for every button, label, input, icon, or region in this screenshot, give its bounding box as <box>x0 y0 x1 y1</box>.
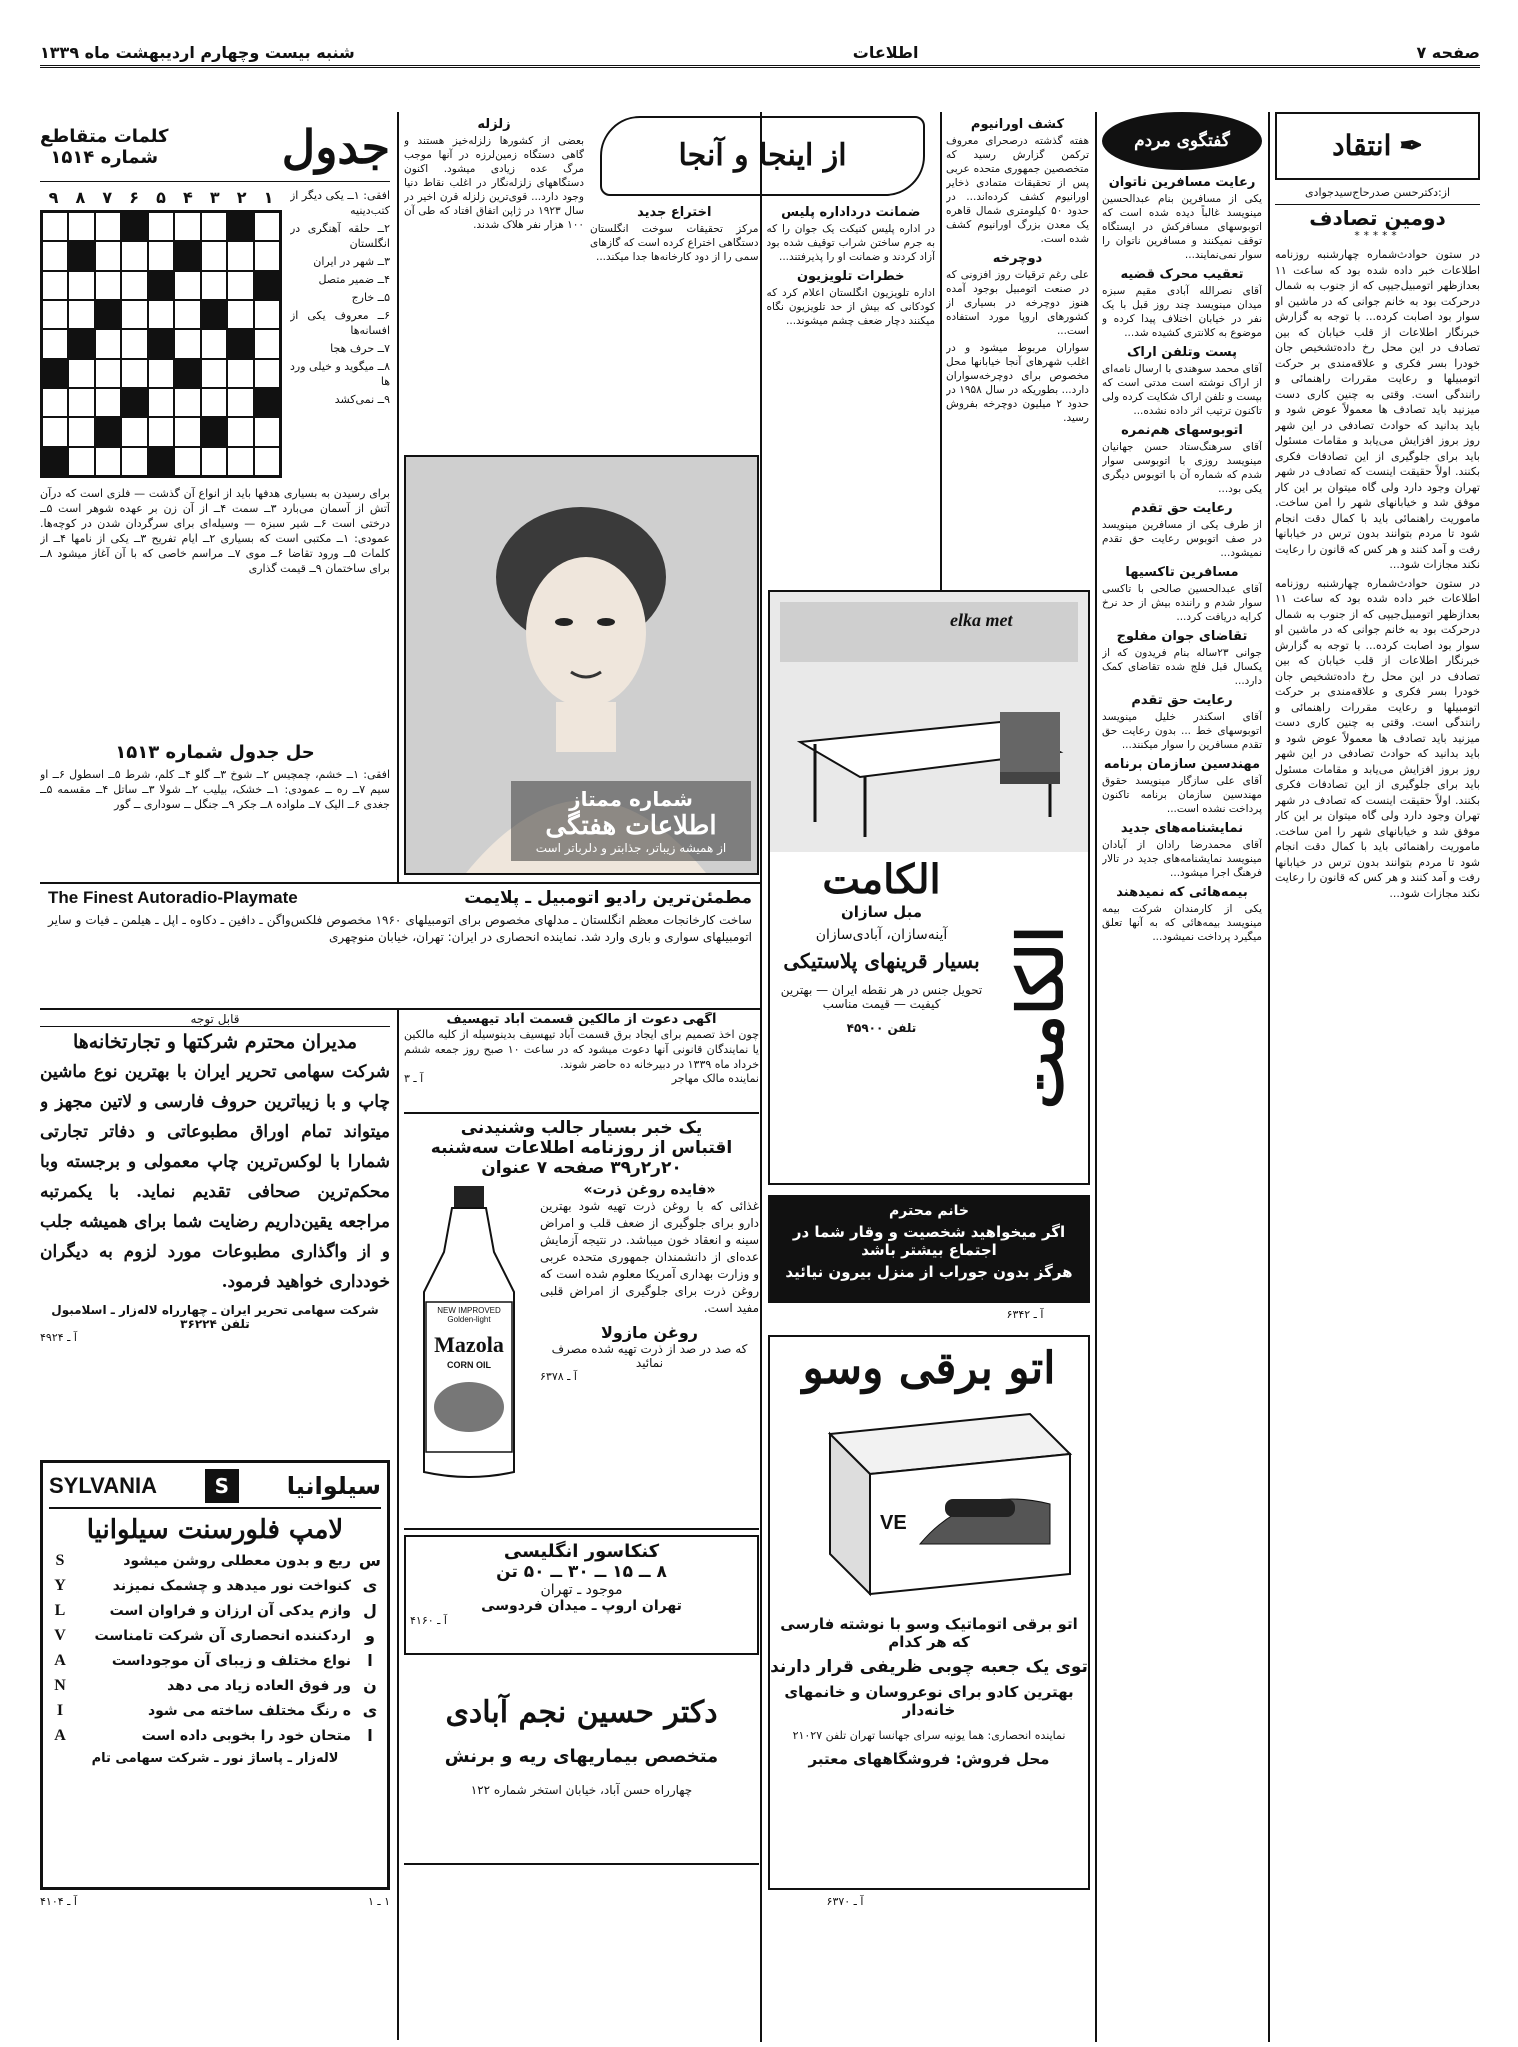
crossword-cell[interactable] <box>121 212 147 241</box>
crossword-cell[interactable] <box>68 447 94 476</box>
crossword-cell[interactable] <box>68 359 94 388</box>
crossword-subtitle: کلمات متقاطع <box>40 125 169 147</box>
crossword-grid[interactable] <box>40 210 282 478</box>
critique-body-continued: در ستون حوادث‌شماره چهارشنبه روزنامه اطلاعات خبر داده شده بود که ساعت ۱۱ بعدازظهر اتومبیل‌جیپی که از جنوب به شمال درحرکت بود به خانم جوانی که در ماشین او سوار بود اصابت کرده... با توجه به گزارش خبرنگار اطلاعات از قلب خیابان که بین تصادف در این محل رخ داده‌تشخیص جان خودرا بسر فکری و علاقه‌مندی بر حرکت اتومبیلها و رعایت مقررات راهنمائی و رانندگی است. وقتی به چنین کاری دست میزنید باید تصادف ها معمولاً عوض شود و باید بدانید که حوادث تصادفی در این شهر روز بروز افزایش می‌یابد و مقامات مسئول باید برای جلوگیری از این تصادفات فکری بکنند. اولاً حقیقت اینست که تصادف در شهر تهران وجود دارد ولی گاه میتوان بر این کار موفق شد و خیابانهای شهر را امن ساخت. ماموریت راهنمائی باید با کمال دقت انجام شود تا مردم بتوانند بدون ترس در خیابانها رفت و آمد کنند و هر کس که قانون را رعایت نکند مجازات شود... <box>1275 576 1480 900</box>
crossword-title: جدول <box>281 119 390 174</box>
here-there-logo: از اینجا و آنجا <box>600 116 925 196</box>
crossword-cell[interactable] <box>68 300 94 329</box>
crossword-cell[interactable] <box>174 359 200 388</box>
elkamet-en: elka met <box>950 610 1013 630</box>
sylvania-row-fa-letter: ل <box>363 1601 377 1620</box>
crossword-cell[interactable] <box>254 417 280 446</box>
crossword-cell[interactable] <box>201 271 227 300</box>
earthquake-title: زلزله <box>477 117 511 132</box>
mazola-text: غذائی که با روغن ذرت تهیه شود بهترین دارو برای جلوگیری از ضعف قلب و امراض سینه و انعقاد خون میباشد. در نتیجه آزمایش عده‌ای از دانشمندان جمهوری متحده عربی و وزارت بهداری آمریکا معلوم شده است که روغن ذرت برای جلوگیری از امراض قلبی مفید است. <box>540 1199 759 1315</box>
playmate-fa: مطمئن‌ترین رادیو اتومبیل ـ پلایمت <box>464 888 752 908</box>
crossword-cell[interactable] <box>95 329 121 358</box>
crossword-cell[interactable] <box>95 241 121 270</box>
crossword-cell[interactable] <box>68 212 94 241</box>
mazola-small: NEW IMPROVED Golden-light <box>437 1306 501 1324</box>
printing-ad-code: آ ـ ۴۹۲۴ <box>40 1331 77 1344</box>
stockings-code: آ ـ ۶۳۴۲ <box>1006 1308 1044 1321</box>
article-text: در اداره پلیس کنیکت یک جوان را که به جرم ساختن شراب توقیف شده بود آزاد کردند و ضمانت او را پذیرفتند... <box>766 223 935 263</box>
sylvania-row-text: وازم یدکی آن ارزان و فراوان است <box>109 1602 351 1619</box>
crossword-cell[interactable] <box>121 241 147 270</box>
stockings-ad <box>768 1195 1090 1303</box>
sylvania-ad <box>40 1460 390 1890</box>
mazola-sub: اقتباس از روزنامه اطلاعات سه‌شنبه <box>430 1138 733 1158</box>
mazola-title: یک خبر بسیار جالب وشنیدنی <box>460 1118 703 1138</box>
crossword-cell[interactable] <box>42 241 68 270</box>
crossword-cell[interactable] <box>42 329 68 358</box>
prev-solution-text: افقی: ۱ــ خشم، چمچیس ۲ــ شوخ ۳ــ گلو ۴ــ کلم، شرط ۵ــ اسطول ۶ــ او سیم ۷ــ ره ــ عمودی: ۱ــ خشک، بیلیب ۲ــ شولا ۳ــ ساتل ۴ــ مقسمه ۵ــ جغدی ۶ــ الیک ۷ــ ملواده ۸ــ جکر ۹ــ جنگل ــ سوداری ــ گور <box>40 768 390 811</box>
pen-icon: ✒ <box>1399 129 1423 162</box>
iron-ad <box>768 1335 1090 1890</box>
crossword-cell[interactable] <box>68 329 94 358</box>
notice-text: چون اخذ تصمیم برای ایجاد برق قسمت آباد تیهسیف بدینوسیله از کلیه مالکین یا نمایندگان قانونی آنها دعوت میشود که در ساعت ۱۰ صبح روز جمعه ششم خرداد ماه ۱۳۳۹ در دبیرخانه ده حاضر شوند. <box>404 1028 759 1071</box>
mazola-ad <box>404 1118 759 1530</box>
crossword-cell[interactable] <box>148 329 174 358</box>
concasseur-code: آ ـ ۴۱۶۰ <box>410 1614 447 1627</box>
mazola-quote: «فایده روغن ذرت» <box>583 1182 716 1198</box>
crossword-cell[interactable] <box>227 271 253 300</box>
sylvania-row <box>49 1576 381 1595</box>
crossword-side-clue: ۸ــ میگوید و خیلی ورد ها <box>290 360 390 388</box>
page-header <box>40 40 1480 68</box>
ettelaat-weekly-ad <box>404 455 759 875</box>
crossword-side-clue: ۹ــ نمی‌کشد <box>334 393 390 406</box>
crossword-cell[interactable] <box>95 271 121 300</box>
sylvania-footer: لاله‌زار ـ پاساژ نور ـ شرکت سهامی تام <box>91 1751 339 1766</box>
sylvania-row-text: ور فوق العاده زیاد می دهد <box>167 1677 351 1694</box>
notice-sign: نماینده مالک مهاجر <box>671 1072 759 1085</box>
crossword-cell[interactable] <box>227 241 253 270</box>
crossword-cell[interactable] <box>174 271 200 300</box>
elkamet-sub: مبل سازان <box>841 903 922 921</box>
ad-line-3: از همیشه زیباتر، جذابتر و دلرباتر است <box>535 841 727 855</box>
critique-title: دومین تصادف <box>1309 206 1446 230</box>
crossword-cell[interactable] <box>42 359 68 388</box>
crossword-cell[interactable] <box>201 300 227 329</box>
crossword-cell[interactable] <box>148 212 174 241</box>
crossword-cell[interactable] <box>95 447 121 476</box>
iron-line-3: بهترین کادو برای نوعروسان و خانمهای خانه‌دار <box>784 1683 1074 1719</box>
crossword-cell[interactable] <box>227 212 253 241</box>
crossword-cell[interactable] <box>227 447 253 476</box>
sylvania-row-fa-letter: ا <box>367 1651 373 1670</box>
doctor-address: چهارراه حسن آباد، خیابان استخر شماره ۱۲۲ <box>470 1783 693 1797</box>
complaint-item: رعایت مسافرین ناتوان یکی از مسافرین بنام عبدالحسین مینویسد غالباً دیده شده است که اتوبوسهای مسافرکش در ایستگاه توقف نمیکنند و مسافرین ناتوان را سوار نمی‌نمایند... <box>1102 175 1262 261</box>
crossword-cell[interactable] <box>254 241 280 270</box>
sylvania-en: SYLVANIA <box>49 1473 157 1498</box>
sylvania-row <box>49 1551 381 1570</box>
crossword-cell[interactable] <box>121 329 147 358</box>
concasseur-title: کنکاسور انگلیسی <box>503 1541 660 1562</box>
sylvania-row <box>49 1726 381 1745</box>
crossword-side-clue: ۷ــ حرف هجا <box>330 342 390 355</box>
printing-ad-title: مدیران محترم شرکتها و تجارتخانه‌ها <box>72 1031 358 1053</box>
bicycle-text-2: سواران مربوط میشود و در اغلب شهرهای آنجا خیابانها محل مخصوص برای دوچرخه‌سواران دارد... بطوریکه در سال ۱۹۵۸ در حدود ۲ میلیون دوچرخه بفروش رسید. <box>946 342 1089 424</box>
stockings-line-2: اگر میخواهید شخصیت و وقار شما در اجتماع بیشتر باشد <box>792 1223 1066 1259</box>
crossword-cell[interactable] <box>174 447 200 476</box>
elkamet-fa: الکامت <box>822 856 941 903</box>
crossword-cell[interactable] <box>174 212 200 241</box>
sylvania-row-letter: I <box>56 1701 64 1719</box>
crossword <box>40 112 390 882</box>
crossword-side-clue: ۳ــ شهر در ایران <box>313 255 390 268</box>
doctor-ad <box>404 1665 759 1865</box>
sylvania-row-fa-letter: ا <box>367 1726 373 1745</box>
notice-title: آگهی دعوت از مالکین قسمت آباد تیهسیف <box>446 1012 717 1027</box>
crossword-cell[interactable] <box>68 241 94 270</box>
printing-company-ad <box>40 1012 390 1402</box>
sylvania-row-letter: Y <box>54 1576 66 1594</box>
sylvania-row-fa-letter: ی <box>362 1701 378 1720</box>
crossword-cell[interactable] <box>42 417 68 446</box>
playmate-ad <box>40 882 760 1010</box>
crossword-cell[interactable] <box>254 388 280 417</box>
sylvania-row-letter: V <box>54 1626 66 1644</box>
article-text: مرکز تحقیقات سوخت انگلستان دستگاهی اختراع کرده است که گازهای سمی را از دود کارخانه‌ها جدا میکند... <box>590 223 759 263</box>
playmate-text: ساخت کارخانجات معظم انگلستان ـ مدلهای مخصوص برای اتومبیلهای ۱۹۶۰ مخصوص فلکس‌واگن ـ دافین ـ دکاوه ـ اپل ـ هیلمن ـ فیات و سایر اتومبیلهای سواری و باری وارد شد. نماینده انحصاری در ایران: تهران، خیابان منوچهری <box>48 913 752 944</box>
crossword-cell[interactable] <box>201 447 227 476</box>
sylvania-row-text: ه رنگ مختلف ساخته می شود <box>147 1702 351 1719</box>
concasseur-ad <box>404 1535 759 1655</box>
elkamet-desc: آینه‌سازان، آبادی‌سازان <box>815 927 948 943</box>
crossword-cell[interactable] <box>201 388 227 417</box>
crossword-cell[interactable] <box>95 359 121 388</box>
article-title: ضمانت درداداره پلیس <box>781 205 921 220</box>
elkamet-text: تحویل جنس در هر نقطه ایران — بهترین کیفیت — قیمت مناسب <box>780 983 983 1011</box>
critique-stars: ***** <box>1354 230 1401 242</box>
crossword-cell[interactable] <box>254 300 280 329</box>
sylvania-row-text: ریع و بدون معطلی روشن میشود <box>123 1552 351 1569</box>
sylvania-row-text: کنواخت نور میدهد و چشمک نمیزند <box>112 1577 351 1594</box>
sylvania-row <box>49 1701 381 1720</box>
sylvania-row-letter: N <box>54 1676 66 1694</box>
crossword-cell[interactable] <box>254 329 280 358</box>
complaint-item: پست وتلفن اراک آقای محمد سوهندی با ارسال نامه‌ای از اراک نوشته است مدتی است که بپست و تلفن اراک شکایت کرده ولی تاکنون ترتیب اثر داده نشده... <box>1102 345 1262 417</box>
crossword-cell[interactable] <box>148 241 174 270</box>
crossword-cell[interactable] <box>148 271 174 300</box>
attention-label: قابل توجه <box>40 1012 390 1027</box>
crossword-cell[interactable] <box>42 271 68 300</box>
page-number: صفحه ۷ <box>1416 43 1480 62</box>
prev-solution-title: حل جدول شماره ۱۵۱۳ <box>115 742 315 763</box>
crossword-cell[interactable] <box>174 241 200 270</box>
crossword-cell[interactable] <box>68 271 94 300</box>
crossword-cell[interactable] <box>201 359 227 388</box>
uranium-text: هفته گذشته درصحرای معروف ترکمن گزارش رسید که متخصصین جمهوری متحده عربی پس از تحقیقات متمادی ذخایر اورانیوم کشف کرده‌اند... در حدود ۵۰ کیلومتری شمال قاهره یک معدن بزرگ اورانیوم کشف شده است. <box>946 135 1089 245</box>
sylvania-fa: سیلوانیا <box>286 1472 381 1500</box>
concasseur-address: تهران اروپ ـ میدان فردوسی <box>481 1598 682 1614</box>
crossword-cell[interactable] <box>254 359 280 388</box>
iron-box-label: VE <box>880 1512 907 1534</box>
iron-shops: محل فروش: فروشگاههای معتبر <box>808 1750 1050 1768</box>
crossword-cell[interactable] <box>227 329 253 358</box>
sylvania-row-letter: S <box>55 1551 65 1569</box>
sylvania-row-fa-letter: ن <box>363 1676 377 1695</box>
concasseur-status: موجود ـ تهران <box>540 1582 623 1598</box>
sylvania-row-fa-letter: س <box>358 1551 381 1570</box>
crossword-cell[interactable] <box>148 388 174 417</box>
crossword-cell[interactable] <box>42 300 68 329</box>
issue-date: شنبه بیست وچهارم اردیبهشت ماه ۱۳۳۹ <box>40 43 355 62</box>
sylvania-row-text: اردکننده انحصاری آن شرکت تامناست <box>94 1627 351 1644</box>
crossword-cell[interactable] <box>227 359 253 388</box>
notice-code: آ ـ ۳ <box>404 1072 424 1085</box>
elkamet-phone: تلفن ۴۵۹۰۰ <box>846 1021 917 1035</box>
sylvania-logo-icon: S <box>205 1469 239 1503</box>
landowners-notice <box>404 1012 759 1114</box>
elkamet-vertical: الکامت <box>1004 925 1077 1109</box>
sylvania-row-fa-letter: و <box>365 1626 375 1645</box>
concasseur-sizes: ۸ ــ ۱۵ ــ ۳۰ ــ ۵۰ تن <box>496 1562 667 1582</box>
iron-image <box>770 1394 1088 1609</box>
earthquake-column <box>404 112 584 452</box>
mazola-bottle-image <box>404 1182 534 1482</box>
complaint-item: تقاضای جوان مفلوج جوانی ۲۳ساله بنام فریدون که از یکسال قبل فلج شده تقاضای کمک دارد... <box>1102 629 1262 687</box>
crossword-cell[interactable] <box>227 417 253 446</box>
sylvania-codes: ۱ ـ ۱ آ ـ ۴۱۰۴ <box>40 1895 390 1908</box>
complaint-item: تعقیب محرک قضیه آقای نصرالله آبادی مقیم سبزه میدان مینویسد چند روز قبل با یک نفر در خیابان اختلاف پیدا کرده و موضوع به کلانتری کشیده شد... <box>1102 267 1262 339</box>
crossword-side-clue: ۶ــ معروف یکی از افسانه‌ها <box>290 309 390 337</box>
complaint-item: مسافرین تاکسیها آقای عبدالحسین صالحی با تاکسی سوار شدم و راننده بیش از حد نرخ کرایه دریافت کرد... <box>1102 565 1262 623</box>
sylvania-row <box>49 1651 381 1670</box>
sylvania-row-letter: A <box>54 1726 66 1744</box>
crossword-number: شماره ۱۵۱۴ <box>50 146 159 168</box>
iron-line-2: توی یک جعبه چوبی ظریفی قرار دارند <box>770 1657 1088 1677</box>
crossword-cell[interactable] <box>121 447 147 476</box>
sylvania-row <box>49 1601 381 1620</box>
crossword-cell[interactable] <box>42 212 68 241</box>
crossword-cell[interactable] <box>254 271 280 300</box>
sylvania-title: لامپ فلورسنت سیلوانیا <box>86 1515 344 1545</box>
crossword-cell[interactable] <box>95 212 121 241</box>
earthquake-text: بعضی از کشورها زلزله‌خیز هستند و گاهی دستگاه زمین‌لرزه در آنها موجب مرگ عده زیادی میشود. اکنون دستگاههای زلزله‌نگار در اغلب نقاط دنیا وجود دارد... قوی‌ترین زلزله قرن اخیر در سال ۱۹۲۳ در ژاپن اتفاق افتاد که طی آن ۱۰۰ هزار نفر هلاک شدند. <box>404 135 584 231</box>
newspaper-name: اطلاعات <box>852 43 919 62</box>
bicycle-text: علی رغم ترقیات روز افزونی که در صنعت اتومبیل بوجود آمده هنوز دوچرخه در بسیاری از کشورهای اروپا مورد استفاده است... <box>946 269 1089 337</box>
crossword-cell[interactable] <box>201 417 227 446</box>
printing-ad-footer: شرکت سهامی تحریر ایران ـ چهارراه لاله‌زار ـ اسلامبول تلفن ۳۶۲۲۴ <box>51 1303 379 1331</box>
crossword-cell[interactable] <box>174 388 200 417</box>
stockings-line-1: خانم محترم <box>889 1203 969 1219</box>
crossword-cell[interactable] <box>201 329 227 358</box>
iron-title: اتو برقی وسو <box>802 1343 1056 1394</box>
crossword-cell[interactable] <box>68 417 94 446</box>
crossword-cell[interactable] <box>148 417 174 446</box>
complaint-item: رعایت حق تقدم از طرف یکی از مسافرین مینویسد در صف اتوبوس رعایت حق تقدم نمیشود... <box>1102 501 1262 559</box>
playmate-en: The Finest Autoradio-Playmate <box>48 888 298 907</box>
complaints-column <box>1102 112 1262 2042</box>
crossword-cell[interactable] <box>95 417 121 446</box>
mazola-footer: که صد در صد از ذرت تهیه شده مصرف نمائید <box>551 1342 748 1370</box>
doctor-name: دکتر حسین نجم آبادی <box>445 1695 718 1730</box>
elkamet-ad <box>768 590 1090 1185</box>
crossword-cell[interactable] <box>95 388 121 417</box>
ad-line-1: شماره ممتاز <box>569 787 693 811</box>
sylvania-row <box>49 1676 381 1695</box>
crossword-column-numbers: ۱ ۲ ۳ ۴ ۵ ۶ ۷ ۸ ۹ <box>48 188 274 207</box>
complaint-item: رعایت حق تقدم آقای اسکندر خلیل مینویسد اتوبوسهای خط ... بدون رعایت حق تقدم مسافرین را سوار میکنند... <box>1102 693 1262 751</box>
complaint-item: بیمه‌هائی که نمیدهند یکی از کارمندان شرکت بیمه مینویسد بیمه‌هائی که به آنها تعلق میگیرد پرداخت نمیشود... <box>1102 885 1262 943</box>
crossword-side-clue: ۴ــ ضمیر متصل <box>318 273 390 286</box>
mazola-name: روغن مازولا <box>600 1323 699 1342</box>
crossword-side-clue: ۲ــ حلقه آهنگری در انگلستان <box>290 222 390 250</box>
printing-ad-body: شرکت سهامی تحریر ایران با بهترین نوع ماشین چاپ و با زیباترین حروف فارسی و لاتین مجهز و میتواند تمام اوراق مطبوعاتی و دفاتر تجارتی شمارا با لوکس‌ترین چاپ معمولی و برجسته وبا محکم‌ترین صحافی تقدیم نماید. با یکمرتبه مراجعه یقین‌داریم رضایت شما برای همیشه جلب و از واگذاری مطبوعات مورد لزوم به دیگران خودداری خواهید فرمود. <box>40 1062 390 1292</box>
crossword-cell[interactable] <box>121 300 147 329</box>
crossword-cell[interactable] <box>121 359 147 388</box>
bicycle-title: دوچرخه <box>992 251 1043 266</box>
crossword-cell[interactable] <box>121 388 147 417</box>
crossword-cell[interactable] <box>121 417 147 446</box>
crossword-cell[interactable] <box>42 388 68 417</box>
critique-body: در ستون حوادث‌شماره چهارشنبه روزنامه اطلاعات خبر داده شده بود که ساعت ۱۱ بعدازظهر اتومبیل‌جیپی که از جنوب به شمال درحرکت بود به خانم جوانی که در ماشین او سوار بود اصابت کرده... با توجه به گزارش خبرنگار اطلاعات از قلب خیابان که بین تصادف در این محل رخ داده‌تشخیص جان خودرا بسر فکری و علاقه‌مندی بر حرکت اتومبیلها و رعایت مقررات راهنمائی و رانندگی است. وقتی به چنین کاری دست میزنید باید تصادف ها معمولاً عوض شود و باید بدانید که حوادث تصادفی در این شهر روز بروز افزایش می‌یابد و مقامات مسئول باید برای جلوگیری از این تصادفات فکری بکنند. اولاً حقیقت اینست که تصادف در شهر تهران وجود دارد ولی گاه میتوان بر این کار موفق شد و خیابانهای شهر را امن ساخت. ماموریت راهنمائی باید با کمال دقت انجام شود تا مردم بتوانند بدون ترس در خیابانها رفت و آمد کنند و هر کس که قانون را رعایت نکند مجازات شود... <box>1275 248 1480 571</box>
crossword-cell[interactable] <box>254 212 280 241</box>
news-column-uranium <box>946 112 1089 668</box>
crossword-cell[interactable] <box>227 388 253 417</box>
furniture-image <box>770 592 1088 852</box>
crossword-cell[interactable] <box>174 417 200 446</box>
uranium-title: کشف اورانیوم <box>970 117 1065 132</box>
crossword-cell[interactable] <box>174 329 200 358</box>
sylvania-row <box>49 1626 381 1645</box>
mazola-brand: Mazola <box>434 1332 504 1357</box>
ad-line-2: اطلاعات هفتگی <box>545 811 717 841</box>
crossword-cell[interactable] <box>201 212 227 241</box>
crossword-cell[interactable] <box>174 300 200 329</box>
crossword-cell[interactable] <box>227 300 253 329</box>
complaint-item: نمایشنامه‌های جدید آقای محمدرضا رادان از آبادان مینویسد نمایشنامه‌های جدید در تالار فرهنگ اجرا میشود... <box>1102 821 1262 879</box>
crossword-side-clue: افقی: ۱ــ یکی دیگر از کتب‌دینیه <box>290 189 390 217</box>
article-title: خطرات تلویزیون <box>796 269 905 284</box>
mazola-brand-sub: CORN OIL <box>447 1360 491 1370</box>
crossword-cell[interactable] <box>148 447 174 476</box>
complaint-item: اتوبوسهای هم‌نمره آقای سرهنگ‌ستاد حسن جهانیان مینویسد روزی با اتوبوسی سوار شدم که شماره آن با اتوبوس دیگری یکی بود... <box>1102 423 1262 495</box>
sylvania-row-text: نواع مختلف و زیبای آن موجوداست <box>111 1652 351 1669</box>
iron-rep: نماینده انحصاری: هما یونیه سرای جهانسا تهران تلفن ۲۱۰۲۷ <box>792 1729 1066 1742</box>
crossword-cell[interactable] <box>68 388 94 417</box>
crossword-cell[interactable] <box>201 241 227 270</box>
crossword-side-clue: ۵ــ خارج <box>351 291 390 304</box>
crossword-cell[interactable] <box>95 300 121 329</box>
complaints-logo: گفتگوی مردم <box>1102 112 1262 170</box>
crossword-clues: برای رسیدن به بسیاری هدفها باید از انواع آن گذشت — فلزی است که درآن آتش از آسمان می‌بارد ۳ــ سمت ۴ــ از آن زن بر عهده شوهر است ۵ــ درختی است ۶ــ شیر سبزه — وسیله‌ای برای سرگردان شدن در کوچه‌ها. عمودی: ۱ــ مکتبی است که بسیاری ۲ــ ایام تفریح ۳ــ یکی از نامها ۴ــ از کلمات ۵ــ ورود تقاضا ۶ــ موی ۷ــ مراسم خاصی که با آن آغاز میشود ۸ــ برای ساختمان ۹ــ قیمت گذاری <box>40 487 390 575</box>
iron-code: آ ـ ۶۳۷۰ <box>826 1895 864 1908</box>
crossword-cell[interactable] <box>121 271 147 300</box>
critique-byline: از:دکترحسن صدرحاج‌سیدجوادی <box>1275 186 1480 205</box>
crossword-cell[interactable] <box>42 447 68 476</box>
mazola-code: آ ـ ۶۳۷۸ <box>540 1370 577 1383</box>
complaint-item: مهندسین سازمان برنامه آقای علی سازگار مینویسد حقوق مهندسین سازمان برنامه تاکنون پرداخت نشده است... <box>1102 757 1262 815</box>
crossword-cell[interactable] <box>254 447 280 476</box>
sylvania-row-letter: A <box>54 1651 66 1669</box>
elkamet-line: بسیار قرینهای پلاستیکی <box>783 949 980 973</box>
crossword-cell[interactable] <box>148 300 174 329</box>
article-title: اختراع جدید <box>637 205 712 220</box>
article-text: اداره تلویزیون انگلستان اعلام کرد که کودکانی که بیش از حد تلویزیون نگاه میکنند دچار ضعف چشم میشوند... <box>766 287 935 327</box>
crossword-cell[interactable] <box>148 359 174 388</box>
critique-logo: ✒ انتقاد <box>1275 112 1480 180</box>
sylvania-row-letter: L <box>54 1601 66 1619</box>
mazola-date: ۲۰ر۲ر۳۹ صفحه ۷ عنوان <box>481 1158 682 1178</box>
iron-line-1: اتو برقی اتوماتیک وسو با نوشته فارسی که هر کدام <box>780 1615 1078 1651</box>
doctor-spec: متخصص بیماریهای ریه و برنش <box>444 1746 719 1767</box>
sylvania-row-text: متحان خود را بخوبی داده است <box>141 1727 351 1744</box>
sylvania-row-fa-letter: ی <box>362 1576 378 1595</box>
critique-column <box>1275 112 1480 2042</box>
stockings-line-3: هرگز بدون جوراب از منزل بیرون نیائید <box>785 1263 1073 1281</box>
